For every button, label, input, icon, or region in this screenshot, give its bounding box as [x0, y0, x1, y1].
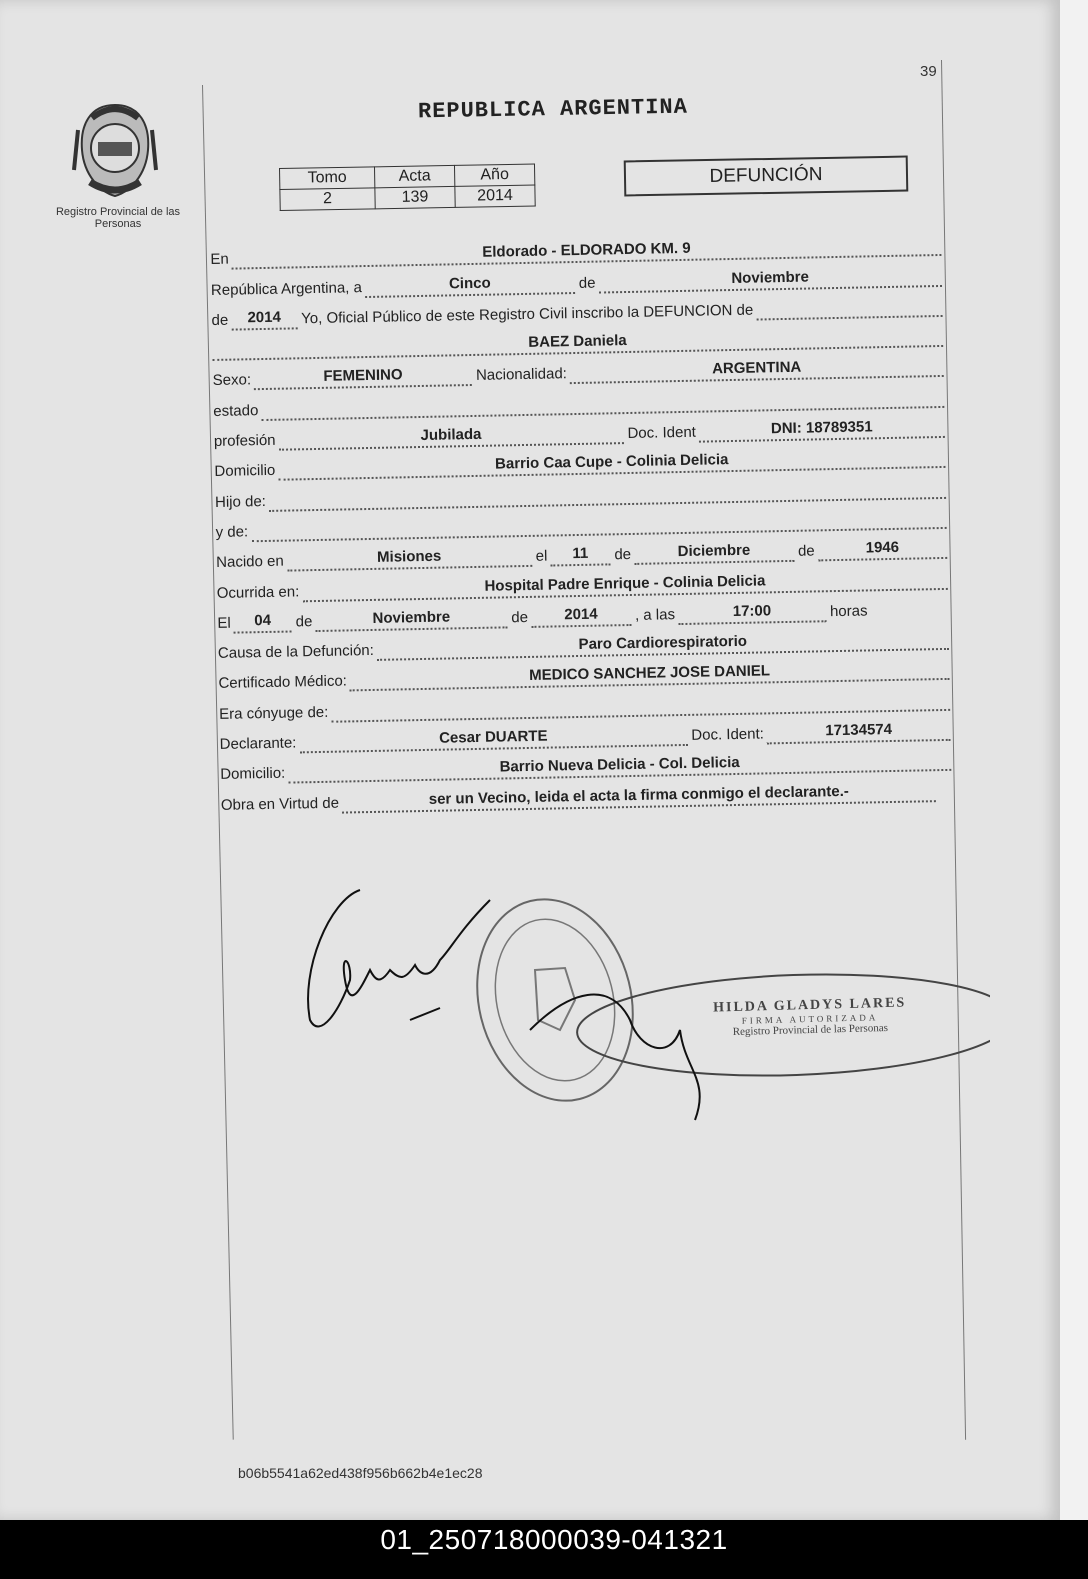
misiones-coat-of-arms-logo — [70, 100, 160, 200]
label-causa: Causa de la Defunción: — [217, 642, 375, 663]
field-certificado: MEDICO SANCHEZ JOSE DANIEL — [350, 659, 950, 692]
document-title: REPUBLICA ARGENTINA — [417, 94, 689, 125]
field-obra: ser un Vecino, leida el acta la firma conmigo el declarante.- — [342, 781, 936, 813]
page-number: 39 — [920, 63, 937, 80]
label-declarante: Declarante: — [219, 734, 297, 753]
stamp-name: HILDA GLADYS LARES — [712, 995, 907, 1016]
authorized-signature-stamp — [695, 995, 926, 1039]
label-decl-domicilio: Domicilio: — [220, 764, 286, 784]
registry-value-row — [280, 185, 535, 210]
signature-stroke — [410, 1008, 440, 1020]
label-alas: , a las — [634, 606, 676, 624]
label-horas: horas — [829, 602, 868, 621]
label-ocurrida: Ocurrida en: — [216, 582, 300, 602]
death-record-form — [210, 226, 956, 816]
field-mes: Noviembre — [598, 266, 942, 294]
field-ocurrida: Hospital Padre Enrique - Colinia Delicia — [302, 568, 948, 601]
label-en: En — [210, 250, 229, 269]
label-doc: Doc. Ident — [627, 423, 697, 443]
label-domicilio: Domicilio — [214, 462, 276, 481]
footer-bar — [0, 1520, 1088, 1579]
registry-header-acta: Acta — [374, 165, 454, 187]
record-type-box: DEFUNCIÓN — [624, 156, 909, 197]
label-nacido-de: de — [614, 546, 632, 564]
label-el: el — [535, 547, 548, 566]
stamp-office: Registro Provincial de las Personas — [732, 1021, 889, 1039]
registry-value-tomo: 2 — [280, 188, 375, 211]
label-yde: y de: — [215, 523, 249, 541]
label-de2: de — [211, 311, 229, 329]
label-obra: Obra en Virtud de — [220, 794, 340, 814]
registry-header-tomo: Tomo — [280, 167, 375, 190]
page-edge — [1060, 0, 1088, 1520]
label-el2: El — [217, 614, 231, 632]
registry-value-anio: 2014 — [455, 185, 535, 207]
field-declarante: Cesar DUARTE — [299, 725, 687, 753]
label-nacido: Nacido en — [216, 552, 284, 572]
registry-header-anio: Año — [454, 164, 534, 186]
field-decl-domicilio: Barrio Nueva Delicia - Col. Delicia — [288, 750, 951, 784]
declarant-signature — [308, 890, 490, 1026]
field-nacido-dia: 11 — [550, 545, 610, 567]
logo-caption: Registro Provincial de las Personas — [55, 206, 181, 230]
field-causa: Paro Cardiorespiratorio — [377, 629, 949, 661]
field-nacido-mes: Diciembre — [634, 541, 794, 565]
field-nacido-anio: 1946 — [817, 538, 947, 561]
label-def-de: de — [295, 612, 313, 631]
field-anio: 2014 — [231, 308, 297, 330]
label-nacionalidad: Nacionalidad: — [475, 365, 568, 385]
label-estado: estado — [213, 401, 259, 420]
document-hash: b06b5541a62ed438f956b662b4e1ec28 — [238, 1465, 483, 1481]
label-certificado: Certificado Médico: — [218, 672, 348, 693]
field-nacionalidad: ARGENTINA — [570, 356, 944, 384]
field-decl-doc: 17134574 — [767, 720, 951, 745]
field-lugar: Eldorado - ELDORADO KM. 9 — [232, 235, 942, 270]
label-inscribo: Yo, Oficial Público de este Registro Civil inscribo la DEFUNCION de — [301, 301, 754, 328]
field-def-dia: 04 — [233, 611, 291, 633]
label-hijo: Hijo de: — [214, 492, 267, 511]
registry-table — [279, 164, 536, 211]
field-dia: Cinco — [365, 273, 575, 298]
label-republica: República Argentina, a — [210, 278, 363, 299]
field-hora: 17:00 — [678, 601, 826, 625]
field-def-anio: 2014 — [531, 605, 631, 628]
field-doc: DNI: 18789351 — [699, 417, 945, 443]
field-def-mes: Noviembre — [315, 607, 507, 632]
field-nombre: BAEZ Daniela — [212, 326, 943, 361]
field-sexo: FEMENINO — [254, 365, 472, 390]
label-sexo: Sexo: — [212, 371, 252, 390]
label-de: de — [578, 274, 596, 292]
label-decl-doc: Doc. Ident: — [691, 725, 765, 744]
label-def-de2: de — [511, 608, 529, 627]
field-profesion: Jubilada — [278, 423, 623, 451]
field-nacido-lugar: Misiones — [287, 546, 532, 572]
registry-value-acta: 139 — [375, 186, 455, 208]
footer-id: 01_250718000039-041321 — [380, 1524, 728, 1555]
stamp-role: FIRMA AUTORIZADA — [741, 1012, 879, 1026]
label-profesion: profesión — [213, 431, 276, 451]
label-nacido-de2: de — [797, 542, 815, 561]
field-domicilio: Barrio Caa Cupe - Colinia Delicia — [278, 447, 945, 481]
label-conyuge: Era cónyuge de: — [218, 703, 329, 723]
